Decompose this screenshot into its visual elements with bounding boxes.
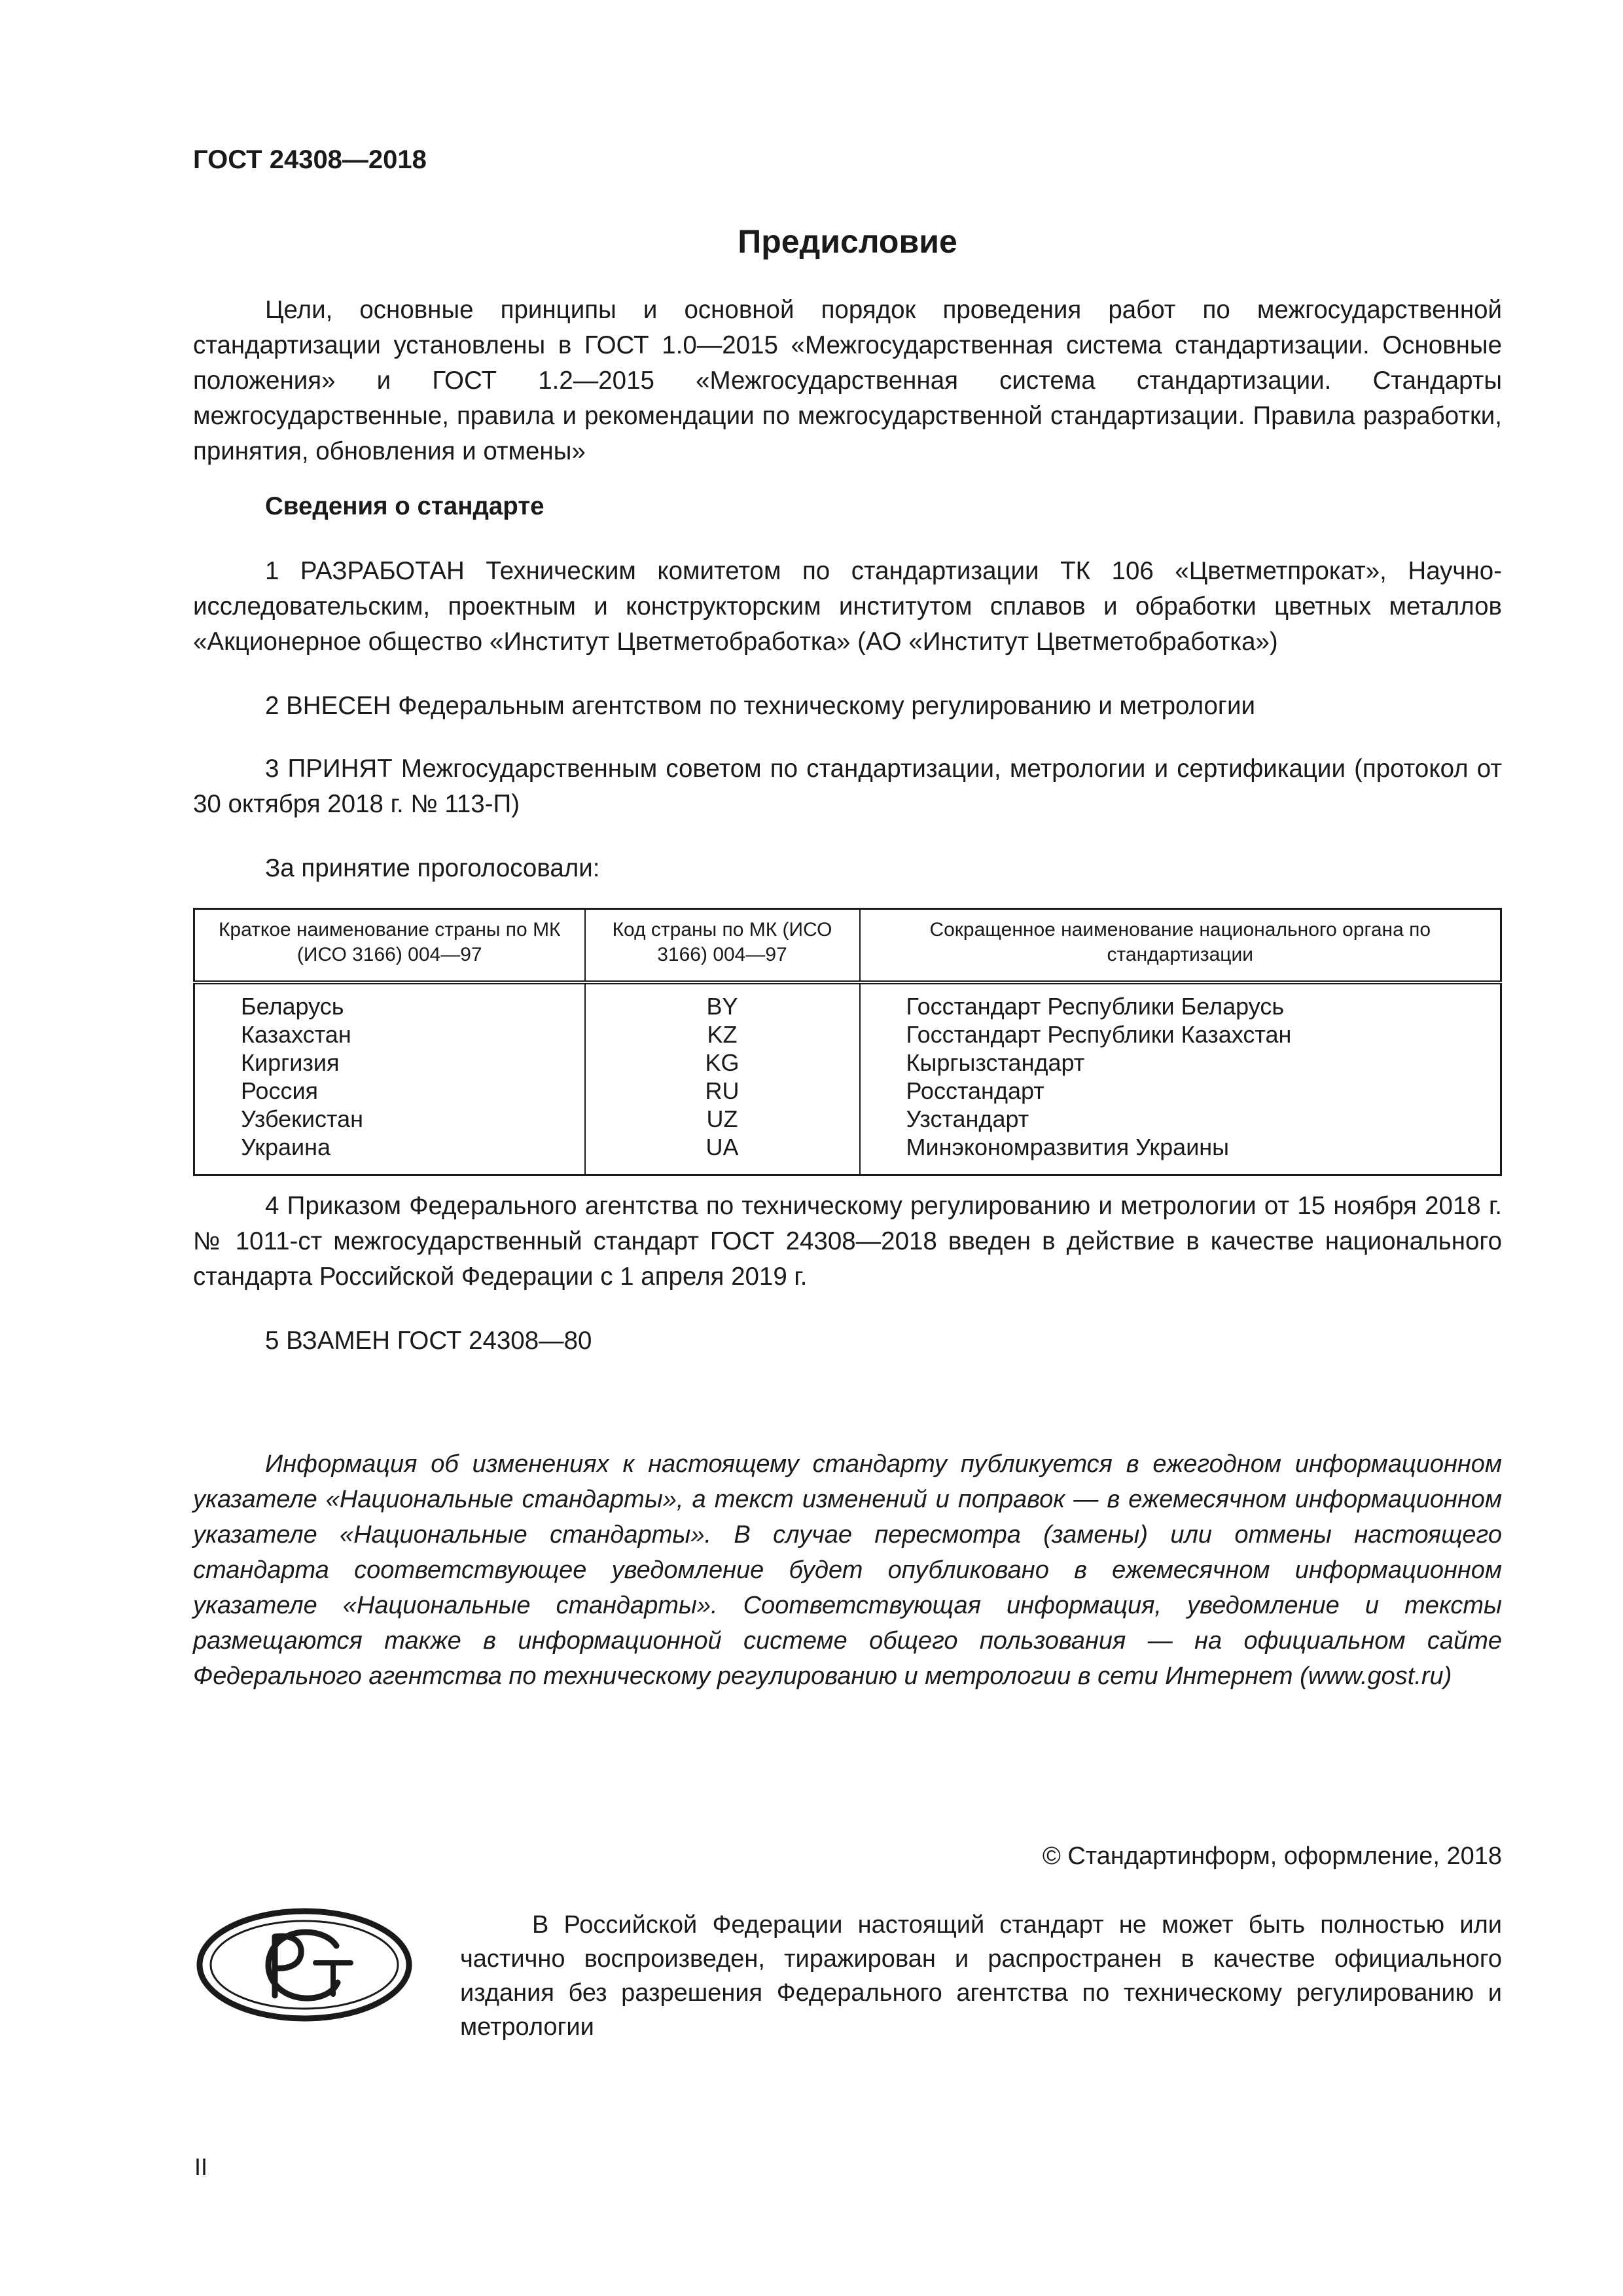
rst-certification-mark-icon	[196, 1908, 412, 2022]
header-standards-body: Сокращенное наименование национального органа по стандартизации	[860, 909, 1501, 983]
country-name: Казахстан	[241, 1021, 351, 1048]
country-code: KG	[585, 1049, 860, 1077]
item-introduced: 2 ВНЕСЕН Федеральным агентством по техническому регулированию и метрологии	[265, 692, 1255, 720]
country-code: UA	[585, 1133, 860, 1175]
country-name: Киргизия	[241, 1049, 340, 1076]
voting-countries-table	[193, 908, 1502, 1176]
document-page	[193, 0, 1502, 2296]
item-replaces: 5 ВЗАМЕН ГОСТ 24308—80	[265, 1327, 592, 1355]
table-row	[194, 1020, 1501, 1049]
header-country-code: Код страны по МК (ИСО 3166) 004—97	[585, 909, 860, 983]
reproduction-notice: В Российской Федерации настоящий стандарт не может быть полностью или частично воспроизведен, тиражирован и распространен в качестве официального издания без разрешения Федерального агентства по техническому регулированию и метрологии	[460, 1911, 1502, 2041]
section-subtitle: Сведения о стандарте	[265, 492, 544, 520]
item-enacted: 4 Приказом Федерального агентства по техническому регулированию и метрологии от 15 ноября 2018 г. № 1011-ст межгосударственный стандарт ГОСТ 24308—2018 введен в действие в качестве национального стандарта Российской Федерации с 1 апреля 2019 г.	[193, 1192, 1502, 1291]
country-code: BY	[585, 982, 860, 1020]
standards-body: Росстандарт	[860, 1077, 1501, 1105]
amendments-info-paragraph: Информация об изменениях к настоящему стандарту публикуется в ежегодном информационном указателе «Национальные стандарты», а текст изменений и поправок — в ежемесячном информационном указателе «Национальные стандарты». В случае пересмотра (замены) или отмены настоящего стандарта соответствующее уведомление будет опубликовано в ежемесячном информационном указателе «Национальные стандарты». Соответствующая информация, уведомление и тексты размещаются также в информационной системе общего пользования — на официальном сайте Федерального агентства по техническому регулированию и метрологии в сети Интернет (www.gost.ru)	[193, 1450, 1502, 1690]
table-row	[194, 1049, 1501, 1077]
standards-body: Кыргызстандарт	[860, 1049, 1501, 1077]
table-row	[194, 1077, 1501, 1105]
country-code: UZ	[585, 1105, 860, 1133]
voted-label: За принятие проголосовали:	[265, 854, 600, 882]
country-name: Украина	[241, 1134, 331, 1160]
page-number: II	[194, 2153, 208, 2180]
country-name: Россия	[241, 1077, 319, 1104]
document-code: ГОСТ 24308—2018	[193, 145, 427, 174]
table-row	[194, 1133, 1501, 1175]
table-row	[194, 982, 1501, 1020]
item-developed: 1 РАЗРАБОТАН Техническим комитетом по стандартизации ТК 106 «Цветметпрокат», Научно-исследовательским, проектным и конструкторским институтом сплавов и обработки цветных металлов «Акционерное общество «Институт Цветметобработка» (АО «Институт Цветметобработка»)	[193, 557, 1502, 656]
country-name: Узбекистан	[241, 1105, 364, 1132]
table-header-row	[194, 909, 1501, 983]
country-code: RU	[585, 1077, 860, 1105]
copyright-notice: © Стандартинформ, оформление, 2018	[1042, 1842, 1502, 1870]
standards-body: Госстандарт Республики Беларусь	[860, 982, 1501, 1020]
item-adopted: 3 ПРИНЯТ Межгосударственным советом по стандартизации, метрологии и сертификации (протокол от 30 октября 2018 г. № 113-П)	[193, 755, 1502, 818]
intro-paragraph: Цели, основные принципы и основной порядок проведения работ по межгосударственной стандартизации установлены в ГОСТ 1.0—2015 «Межгосударственная система стандартизации. Основные положения» и ГОСТ 1.2—2015 «Межгосударственная система стандартизации. Стандарты межгосударственные, правила и рекомендации по межгосударственной стандартизации. Правила разработки, принятия, обновления и отмены»	[193, 296, 1502, 465]
standards-body: Минэкономразвития Украины	[860, 1133, 1501, 1175]
page-title: Предисловие	[738, 223, 957, 260]
country-code: KZ	[585, 1020, 860, 1049]
country-name: Беларусь	[241, 993, 344, 1020]
standards-body: Госстандарт Республики Казахстан	[860, 1020, 1501, 1049]
standards-body: Узстандарт	[860, 1105, 1501, 1133]
header-country-name: Краткое наименование страны по МК (ИСО 3166) 004—97	[194, 909, 585, 983]
table-row	[194, 1105, 1501, 1133]
